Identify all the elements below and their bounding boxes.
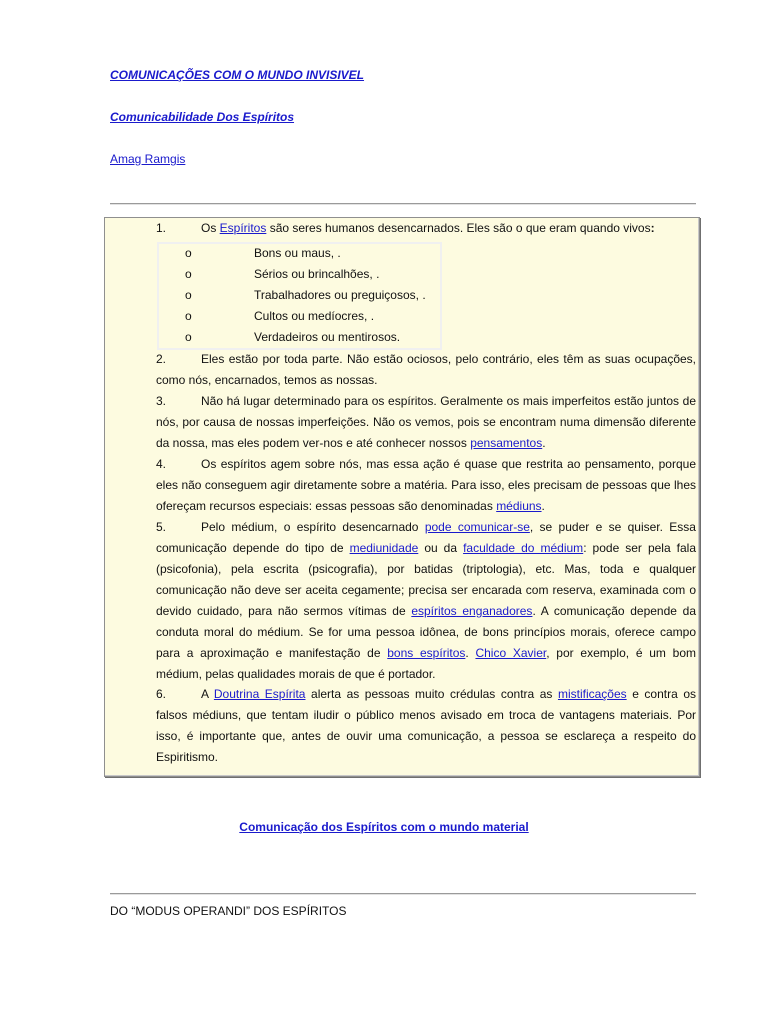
list-item-1: 1. Os Espíritos são seres humanos desencarnados. Eles são o que eram quando vivos: [156,218,696,239]
link-espiritos[interactable]: Espíritos [219,221,267,235]
item-number: 6. [156,687,167,701]
list-item: o Sérios ou brincalhões, . [185,267,380,281]
link-mediuns[interactable]: médiuns [496,499,542,513]
link-chico-xavier[interactable]: Chico Xavier [475,646,547,660]
footer-link-wrapper [0,820,768,834]
list-item: o Cultos ou medíocres, . [185,309,375,323]
list-item: o Verdadeiros ou mentirosos. [185,330,401,344]
subtitle-link[interactable]: Comunicabilidade Dos Espíritos [110,110,295,124]
link-pode-comunicar-se[interactable]: pode comunicar-se [424,520,530,534]
top-divider [110,203,696,205]
item-number: 5. [156,520,167,534]
link-doutrina-espirita[interactable]: Doutrina Espírita [213,687,306,701]
sub-list [157,242,442,350]
document-title-link[interactable]: COMUNICAÇÕES COM O MUNDO INVISIVEL [110,68,365,82]
link-mediunidade[interactable]: mediunidade [349,541,419,555]
item-number: 3. [156,394,167,408]
link-mistificacoes[interactable]: mistificações [557,687,627,701]
bullet: o [185,267,192,281]
list-item-3: 3. Não há lugar determinado para os espíritos. Geralmente os mais imperfeitos estão juntos de nós, por causa de nossas imperfeições. Não os vemos, pois se encontram numa dimensão diferente da nossa, mas eles podem ver-nos e até conhecer nossos pensamentos. [156,391,696,454]
bullet: o [185,288,192,302]
bullet: o [185,309,192,323]
list-item-6: 6. A Doutrina Espírita alerta as pessoas muito crédulas contra as mistificações e contra os falsos médiuns, que tentam iludir o público menos avisado em troca de vantagens materiais. Por isso, é importante que, antes de ouvir uma comunicação, a pessoa se esclareça a respeito do Espiritismo. [156,684,696,768]
item-number: 2. [156,352,167,366]
bullet: o [185,330,192,344]
list-item-5: 5. Pelo médium, o espírito desencarnado pode comunicar-se, se puder e se quiser. Essa comunicação depende do tipo de mediunidade ou da faculdade do médium: pode ser pela fala (psicofonia), pela escrita (psicografia), por batidas (triptologia), etc. Mas, toda e qualquer comunicação não deve ser aceita cegamente; precisa ser encarada com reserva, examinada com o devido cuidado, para não sermos vítimas de espíritos enganadores. A comunicação depende da conduta moral do médium. Se for uma pessoa idônea, de bons princípios morais, oferece campo para a aproximação e manifestação de bons espíritos. Chico Xavier, por exemplo, é um bom médium, pelas qualidades morais de que é portador. [156,517,696,685]
link-espiritos-enganadores[interactable]: espíritos enganadores [411,604,533,618]
list-item: o Bons ou maus, . [185,246,341,260]
list-item-2: 2. Eles estão por toda parte. Não estão ociosos, pelo contrário, eles têm as suas ocupações, como nós, encarnados, temos as nossas. [156,349,696,391]
section-heading: DO “MODUS OPERANDI” DOS ESPÍRITOS [110,904,347,918]
link-comunicacao-mundo-material[interactable]: Comunicação dos Espíritos com o mundo material [239,820,529,834]
item-number: 4. [156,457,167,471]
bullet: o [185,246,192,260]
author-link[interactable]: Amag Ramgis [110,152,186,166]
list-item-4: 4. Os espíritos agem sobre nós, mas essa ação é quase que restrita ao pensamento, porque eles não conseguem agir diretamente sobre a matéria. Para isso, eles precisam de pessoas que lhes ofereçam recursos especiais: essas pessoas são denominadas médiuns. [156,454,696,517]
list-item: o Trabalhadores ou preguiçosos, . [185,288,426,302]
bottom-divider [110,893,696,895]
link-bons-espiritos[interactable]: bons espíritos [387,646,466,660]
item-number: 1. [156,221,167,235]
link-pensamentos[interactable]: pensamentos [470,436,543,450]
link-faculdade-do-medium[interactable]: faculdade do médium [463,541,584,555]
